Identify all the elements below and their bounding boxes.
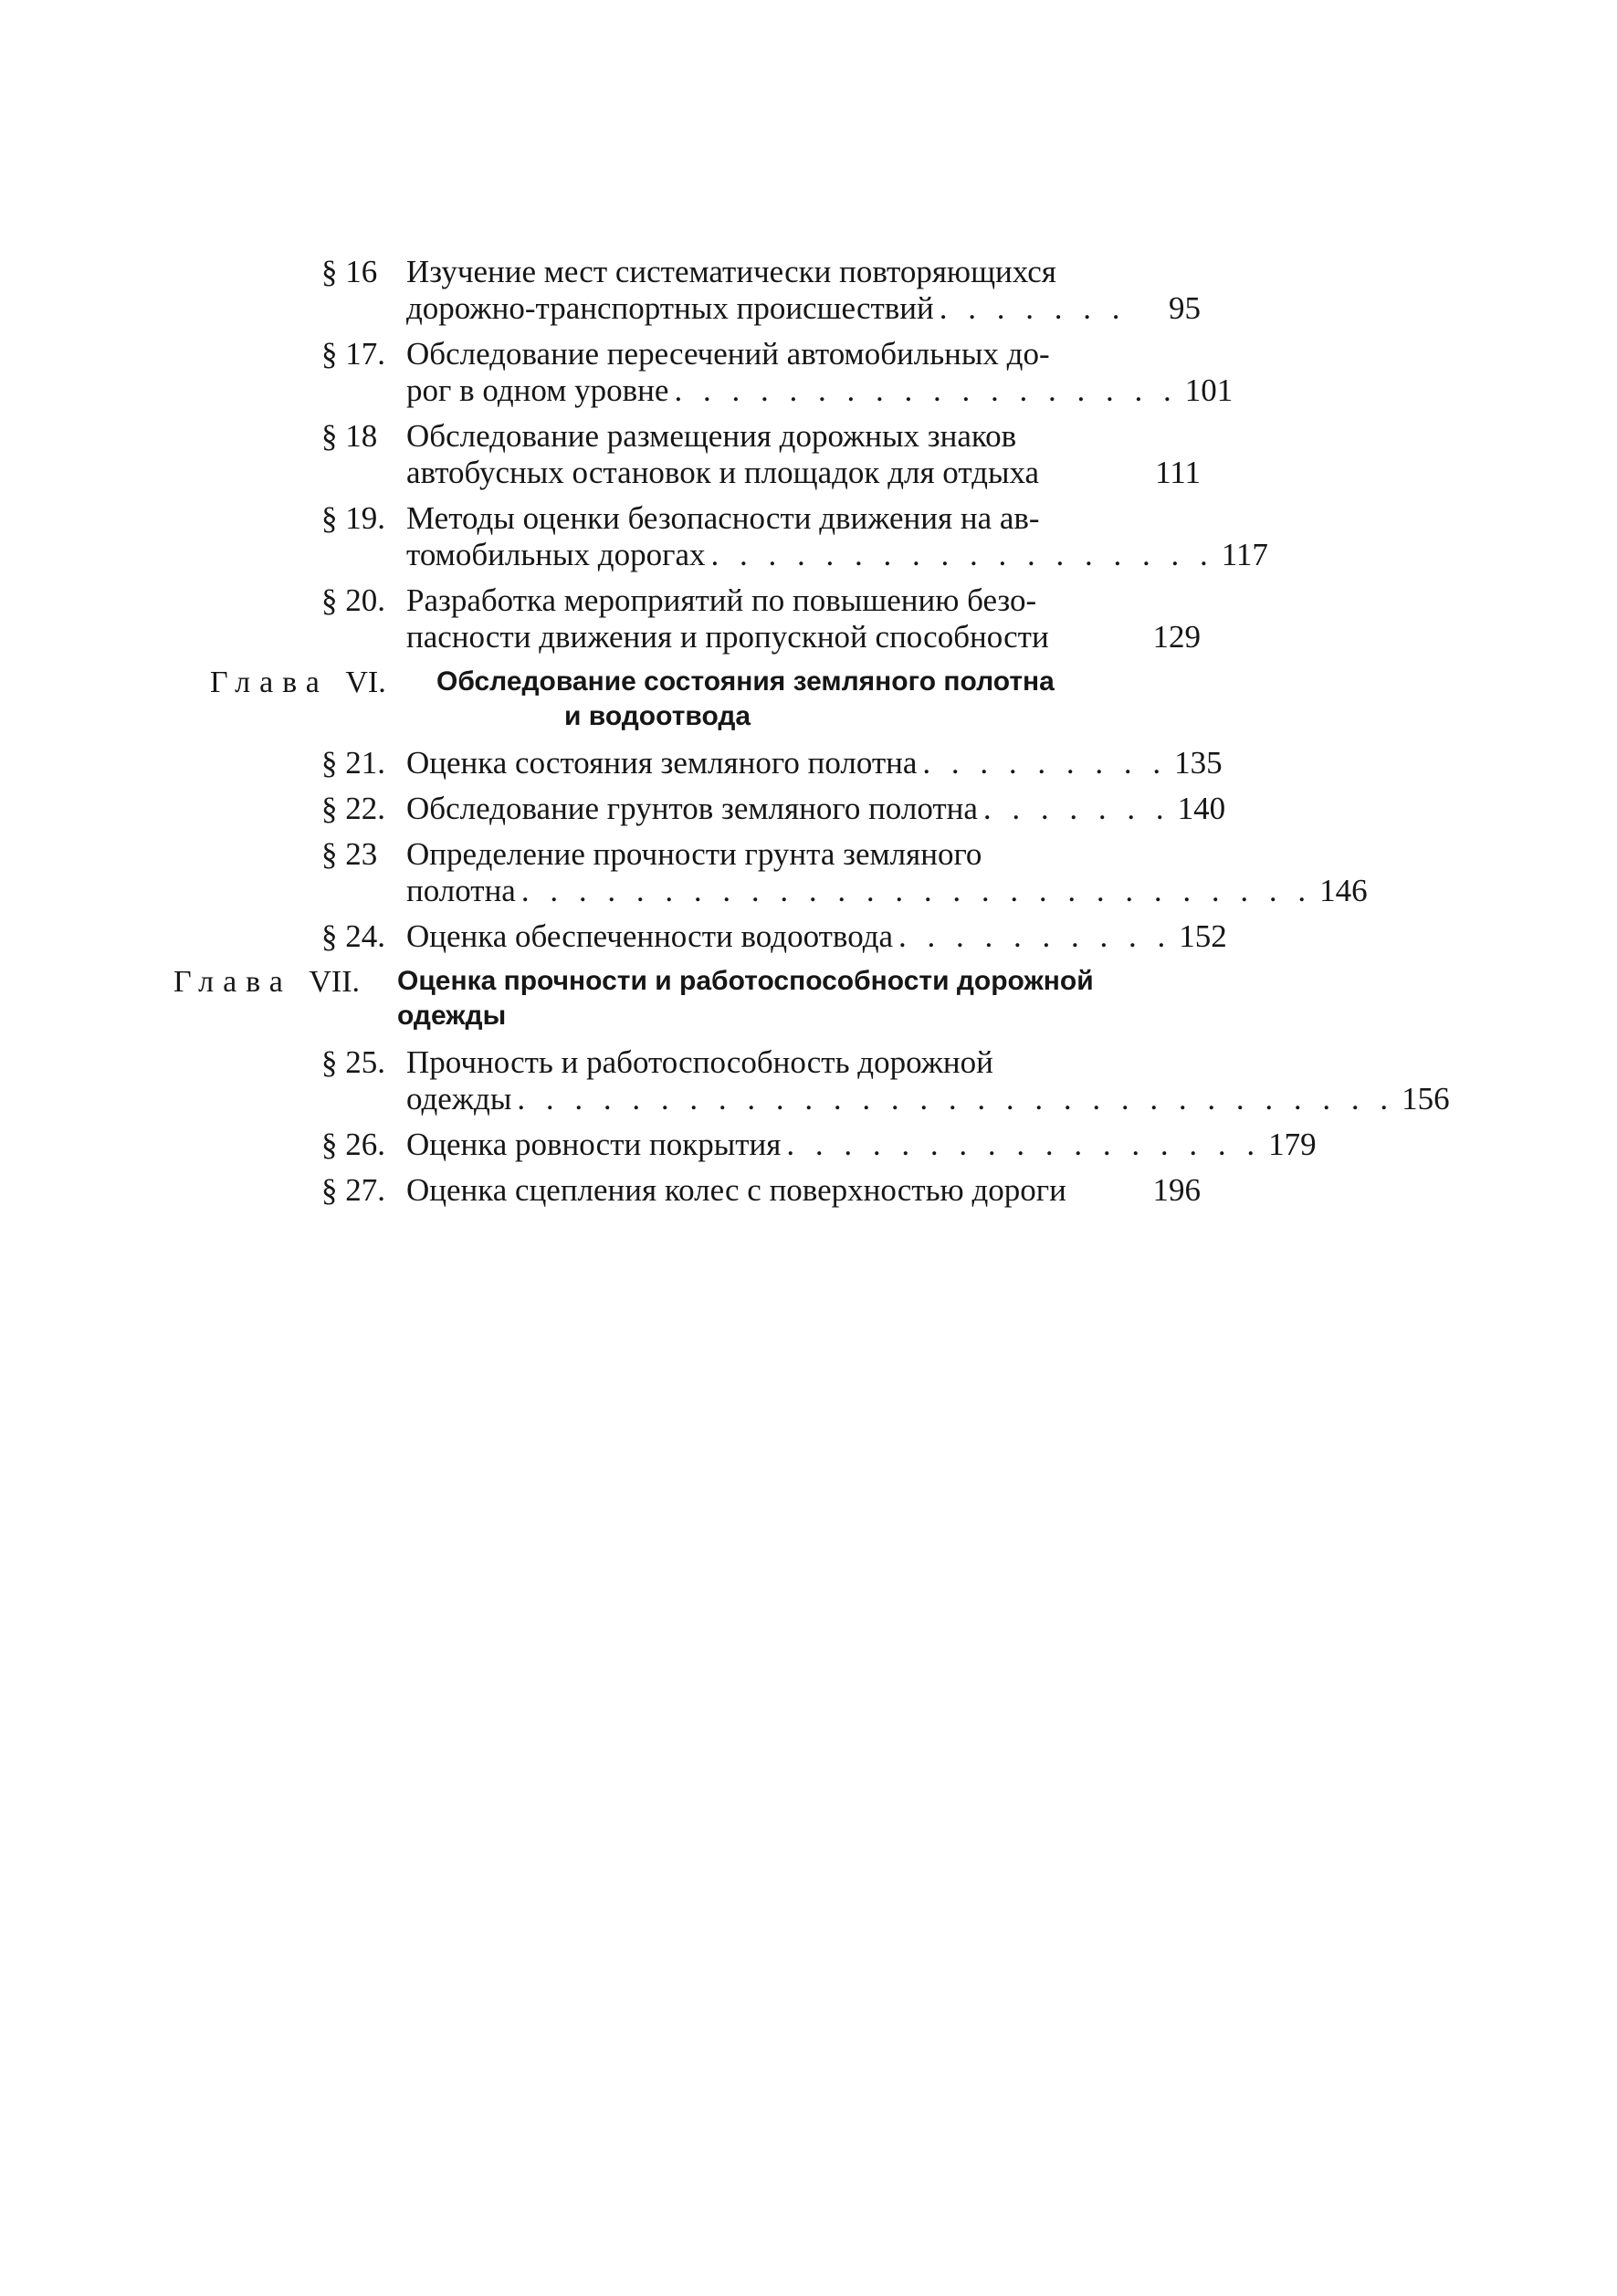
table-of-contents xyxy=(173,254,1450,1218)
toc-entry-16 xyxy=(321,254,1269,327)
toc-entry-21 xyxy=(321,745,1269,781)
toc-entry-line: Обследование пересечений автомобильных до- xyxy=(406,336,1050,372)
toc-entry-line: Оценка сцепления колес с поверхностью дороги xyxy=(406,1172,1066,1208)
page-number: 101 xyxy=(1184,372,1234,408)
page-number: 135 xyxy=(1174,745,1223,781)
page-number: 146 xyxy=(1319,873,1368,908)
section-number: § 19. xyxy=(321,500,385,536)
page-number: 156 xyxy=(1402,1081,1450,1117)
toc-entry-27 xyxy=(321,1172,1269,1209)
section-number: § 26. xyxy=(321,1127,385,1162)
section-number: § 18 xyxy=(321,418,378,454)
page-number: 111 xyxy=(1155,455,1201,490)
section-number: § 24. xyxy=(321,918,385,954)
chapter-heading-6 xyxy=(173,665,1269,734)
toc-entry-line: Разработка мероприятий по повышению безо- xyxy=(406,582,1037,618)
toc-entry-24 xyxy=(321,918,1269,955)
page-number: 129 xyxy=(1152,619,1201,655)
section-number: § 20. xyxy=(321,582,385,618)
dot-leader: . . . . . . . . . . . . . . . . . . xyxy=(710,537,1214,572)
chapter-label: Глава VII. xyxy=(173,965,361,999)
chapter-title-line: одежды xyxy=(397,1001,507,1031)
toc-entry-26 xyxy=(321,1127,1317,1163)
toc-entry-line: Определение прочности грунта земляного xyxy=(406,836,982,872)
chapter-title xyxy=(436,665,1167,734)
toc-entry-line: томобильных дорогах xyxy=(406,537,706,572)
toc-entry-line: Оценка состояния земляного полотна xyxy=(406,745,918,781)
toc-entry-line: рог в одном уровне xyxy=(406,372,669,408)
dot-leader: . . . . . . . . . . . . . . . . . xyxy=(786,1127,1262,1162)
section-number: § 27. xyxy=(321,1172,385,1208)
toc-entry-20 xyxy=(321,582,1269,655)
chapter-title-line: и водоотвода xyxy=(564,701,751,731)
toc-entry-line: Оценка ровности покрытия xyxy=(406,1127,782,1162)
toc-entry-line: автобусных остановок и площадок для отдыха xyxy=(406,455,1040,490)
page-number: 117 xyxy=(1221,537,1268,572)
chapter-number: VI. xyxy=(345,666,386,699)
toc-entry-line: Методы оценки безопасности движения на ав- xyxy=(406,500,1040,536)
dot-leader: . . . . . . . . . xyxy=(922,745,1168,781)
chapter-title xyxy=(397,964,1182,1033)
toc-entry-line: полотна xyxy=(406,873,516,908)
section-number: § 16 xyxy=(321,254,378,289)
toc-entry-23 xyxy=(321,836,1368,909)
section-number: § 23 xyxy=(321,836,378,872)
page-number: 140 xyxy=(1177,791,1226,826)
dot-leader: . . . . . . . xyxy=(939,290,1127,326)
page-number: 196 xyxy=(1152,1172,1201,1208)
chapter-heading-7 xyxy=(173,964,1269,1033)
chapter-number: VII. xyxy=(309,965,361,999)
page-number: 95 xyxy=(1169,290,1201,326)
toc-entry-19 xyxy=(321,500,1269,573)
toc-entry-line: пасности движения и пропускной способности xyxy=(406,619,1049,655)
toc-entry-22 xyxy=(321,791,1269,827)
toc-entry-line: Обследование грунтов земляного полотна xyxy=(406,791,978,826)
toc-entry-text xyxy=(406,254,1201,290)
dot-leader: . . . . . . . . . . . . . . . . . . xyxy=(674,372,1178,408)
chapter-title-line: Оценка прочности и работоспособности дорожной xyxy=(397,966,1094,996)
chapter-label: Глава VI. xyxy=(210,666,386,699)
toc-entry-line: дорожно-транспортных происшествий xyxy=(406,290,934,326)
section-number: § 22. xyxy=(321,791,385,826)
section-number: § 25. xyxy=(321,1044,385,1080)
toc-entry-line: Обследование размещения дорожных знаков xyxy=(406,418,1017,454)
toc-entry-line: одежды xyxy=(406,1081,512,1117)
section-number: § 21. xyxy=(321,745,385,781)
page-number: 179 xyxy=(1268,1127,1317,1162)
page-number: 152 xyxy=(1179,918,1227,954)
toc-entry-17 xyxy=(321,336,1269,409)
toc-entry-line: Прочность и работоспособность дорожной xyxy=(406,1044,993,1080)
toc-entry-25 xyxy=(321,1044,1450,1117)
section-number: § 17. xyxy=(321,336,385,372)
chapter-title-line: Обследование состояния земляного полотна xyxy=(436,666,1055,697)
toc-entry-line: Оценка обеспеченности водоотвода xyxy=(406,918,894,954)
dot-leader: . . . . . . . . . . . . . . . . . . . . . . . . . . . . . . . xyxy=(517,1081,1395,1117)
toc-entry-18 xyxy=(321,418,1269,491)
dot-leader: . . . . . . . . . . xyxy=(898,918,1172,954)
dot-leader: . . . . . . . . . . . . . . . . . . . . . . . . . . . . xyxy=(520,873,1313,908)
dot-leader: . . . . . . . xyxy=(982,791,1171,826)
toc-entry-line: Изучение мест систематически повторяющихся xyxy=(406,254,1056,289)
